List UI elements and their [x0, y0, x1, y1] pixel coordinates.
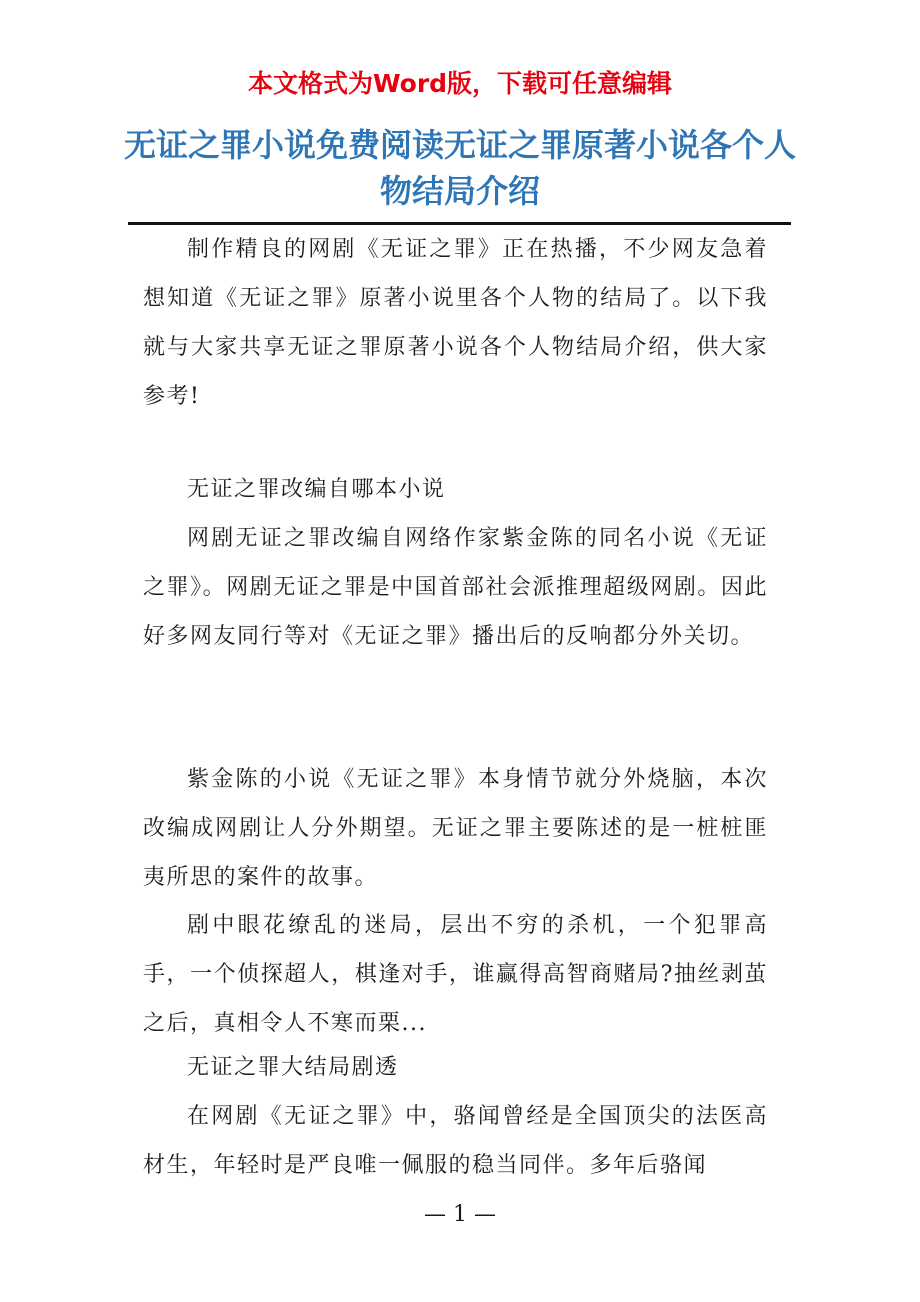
document-title: 无证之罪小说免费阅读无证之罪原著小说各个人物结局介绍: [123, 126, 796, 210]
intro-paragraph: 制作精良的网剧《无证之罪》正在热播，不少网友急着想知道《无证之罪》原著小说里各个人物的结局了。以下我就与大家共享无证之罪原著小说各个人物结局介绍，供大家参考!: [143, 237, 768, 409]
plot-paragraph: 紫金陈的小说《无证之罪》本身情节就分外烧脑，本次改编成网剧让人分外期望。无证之罪主要陈述的是一桩桩匪夷所思的案件的故事。: [143, 767, 768, 890]
suspense-paragraph: 剧中眼花缭乱的迷局，层出不穷的杀机，一个犯罪高手，一个侦探超人，棋逢对手，谁赢得高智商赌局?抽丝剥茧之后，真相令人不寒而栗...: [143, 913, 768, 1036]
ending-paragraph: 在网剧《无证之罪》中，骆闻曾经是全国顶尖的法医高材生，年轻时是严良唯一佩服的稳当同伴。多年后骆闻: [143, 1104, 768, 1178]
section-heading-source: 无证之罪改编自哪本小说: [187, 477, 446, 502]
source-paragraph: 网剧无证之罪改编自网络作家紫金陈的同名小说《无证之罪》。网剧无证之罪是中国首部社会派推理超级网剧。因此好多网友同行等对《无证之罪》播出后的反响都分外关切。: [143, 526, 768, 649]
page-number: — 1 —: [424, 1202, 496, 1227]
section-heading-ending: 无证之罪大结局剧透: [187, 1055, 399, 1080]
format-notice: 本文格式为Word版，下载可任意编辑: [247, 69, 673, 98]
